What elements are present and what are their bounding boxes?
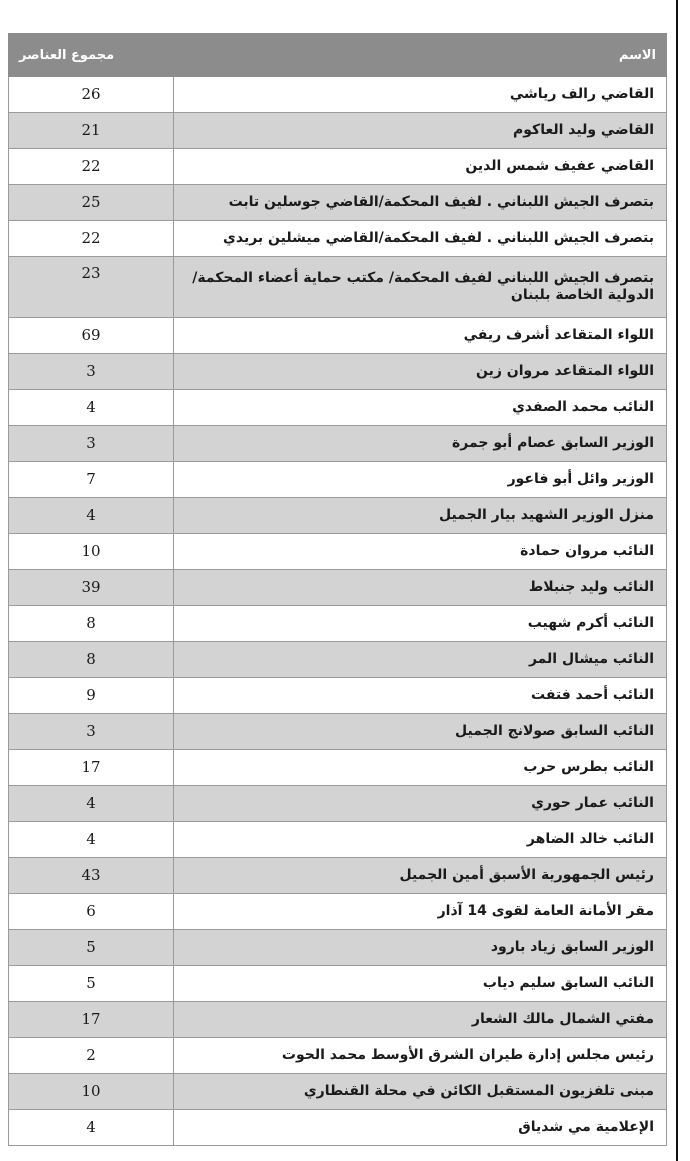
row-total: 17	[9, 750, 174, 786]
row-total: 10	[9, 1074, 174, 1110]
table-row	[9, 426, 667, 462]
table-row	[9, 185, 667, 221]
table-header-row	[9, 34, 667, 77]
row-name: مفتي الشمال مالك الشعار	[174, 1002, 667, 1038]
row-total: 8	[9, 642, 174, 678]
table-row	[9, 570, 667, 606]
table-row	[9, 750, 667, 786]
row-total: 39	[9, 570, 174, 606]
table-row	[9, 354, 667, 390]
table-row	[9, 498, 667, 534]
table-row	[9, 678, 667, 714]
row-total: 22	[9, 221, 174, 257]
row-total: 3	[9, 426, 174, 462]
row-name: النائب بطرس حرب	[174, 750, 667, 786]
row-total: 5	[9, 966, 174, 1002]
row-total: 8	[9, 606, 174, 642]
table-row	[9, 113, 667, 149]
row-total: 4	[9, 390, 174, 426]
table-row	[9, 786, 667, 822]
row-name: النائب محمد الصفدي	[174, 390, 667, 426]
row-total: 17	[9, 1002, 174, 1038]
table-row	[9, 714, 667, 750]
table-row	[9, 642, 667, 678]
row-name: اللواء المتقاعد أشرف ريفي	[174, 318, 667, 354]
row-name: النائب خالد الضاهر	[174, 822, 667, 858]
table-row	[9, 1002, 667, 1038]
row-total: 4	[9, 786, 174, 822]
row-name: النائب أحمد فتفت	[174, 678, 667, 714]
row-name: القاضي وليد العاكوم	[174, 113, 667, 149]
row-total: 22	[9, 149, 174, 185]
row-name: النائب عمار حوري	[174, 786, 667, 822]
row-total: 4	[9, 1110, 174, 1146]
table-row	[9, 1074, 667, 1110]
security-detail-table-container	[8, 33, 666, 1146]
row-total: 10	[9, 534, 174, 570]
row-name: اللواء المتقاعد مروان زين	[174, 354, 667, 390]
row-name: النائب وليد جنبلاط	[174, 570, 667, 606]
row-name: رئيس الجمهورية الأسبق أمين الجميل	[174, 858, 667, 894]
row-total: 5	[9, 930, 174, 966]
table-row	[9, 1038, 667, 1074]
row-name: النائب مروان حمادة	[174, 534, 667, 570]
row-total: 2	[9, 1038, 174, 1074]
table-row	[9, 858, 667, 894]
row-name: الوزير وائل أبو فاعور	[174, 462, 667, 498]
row-name: النائب السابق سليم دياب	[174, 966, 667, 1002]
table-row	[9, 1110, 667, 1146]
row-name: مبنى تلفزيون المستقبل الكائن في محلة القنطاري	[174, 1074, 667, 1110]
row-name: القاضي عفيف شمس الدين	[174, 149, 667, 185]
row-name: القاضي رالف رياشي	[174, 77, 667, 113]
row-total: 3	[9, 714, 174, 750]
column-header-total: مجموع العناصر	[9, 34, 174, 77]
table-row	[9, 390, 667, 426]
row-name: بتصرف الجيش اللبناني . لفيف المحكمة/القاضي جوسلين تابت	[174, 185, 667, 221]
row-name: منزل الوزير الشهيد بيار الجميل	[174, 498, 667, 534]
row-name: النائب ميشال المر	[174, 642, 667, 678]
row-total: 7	[9, 462, 174, 498]
row-name: بتصرف الجيش اللبناني . لفيف المحكمة/القاضي ميشلين بريدي	[174, 221, 667, 257]
row-total: 23	[9, 257, 174, 318]
table-row	[9, 534, 667, 570]
row-name: بتصرف الجيش اللبناني لفيف المحكمة/ مكتب حماية أعضاء المحكمة/ الدولية الخاصة بلبنان	[174, 257, 667, 318]
row-name: النائب السابق صولانج الجميل	[174, 714, 667, 750]
table-row	[9, 257, 667, 318]
table-row	[9, 221, 667, 257]
table-row	[9, 606, 667, 642]
security-detail-table	[8, 33, 667, 1146]
row-name: رئيس مجلس إدارة طيران الشرق الأوسط محمد الحوت	[174, 1038, 667, 1074]
page-edge	[676, 0, 690, 1161]
row-total: 69	[9, 318, 174, 354]
table-row	[9, 318, 667, 354]
row-total: 25	[9, 185, 174, 221]
table-row	[9, 822, 667, 858]
row-total: 6	[9, 894, 174, 930]
table-row	[9, 894, 667, 930]
table-row	[9, 149, 667, 185]
row-total: 21	[9, 113, 174, 149]
row-total: 3	[9, 354, 174, 390]
row-total: 26	[9, 77, 174, 113]
row-total: 4	[9, 822, 174, 858]
row-name: الوزير السابق زياد بارود	[174, 930, 667, 966]
row-name: النائب أكرم شهيب	[174, 606, 667, 642]
row-name: الإعلامية مي شدياق	[174, 1110, 667, 1146]
column-header-name: الاسم	[174, 34, 667, 77]
row-name: الوزير السابق عصام أبو جمرة	[174, 426, 667, 462]
table-row	[9, 966, 667, 1002]
table-row	[9, 930, 667, 966]
row-name: مقر الأمانة العامة لقوى 14 آذار	[174, 894, 667, 930]
table-row	[9, 462, 667, 498]
row-total: 9	[9, 678, 174, 714]
table-row	[9, 77, 667, 113]
row-total: 4	[9, 498, 174, 534]
row-total: 43	[9, 858, 174, 894]
